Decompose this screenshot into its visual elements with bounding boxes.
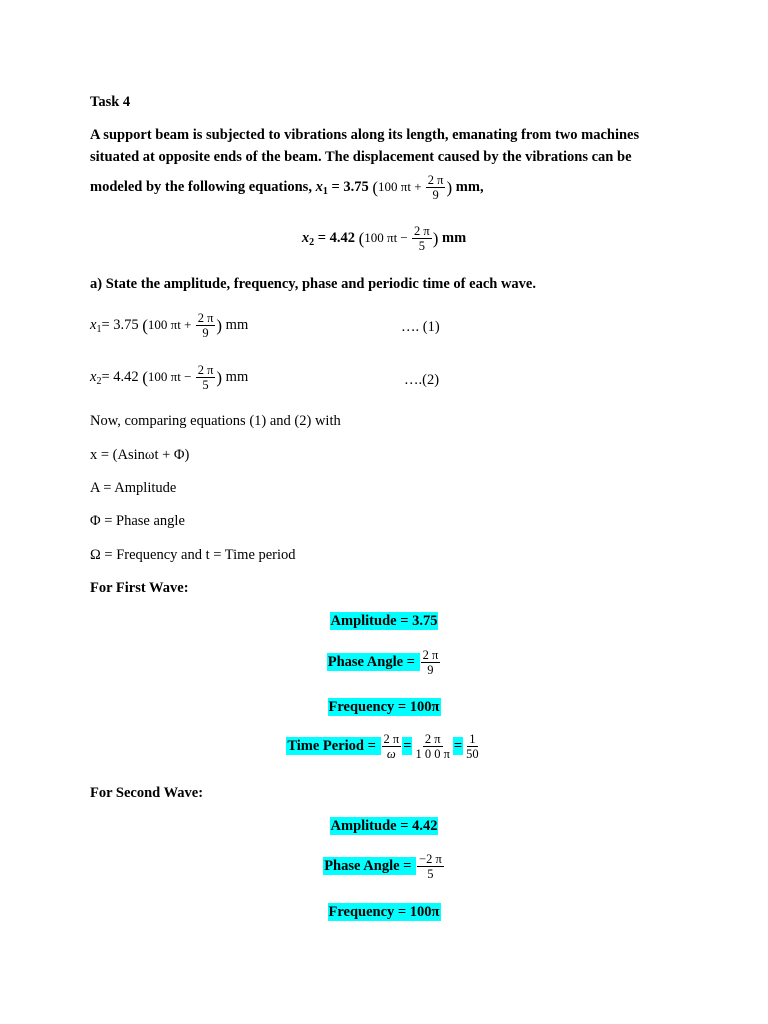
first-frequency: Frequency = 100π	[328, 699, 440, 715]
work-eq1-line: $x_1= 3.75$ (100 πt + $\frac{2 \pi}{9}$ ) mm	[90, 311, 249, 341]
eq1-sub: 1	[322, 186, 328, 198]
second-phase-row	[0, 852, 768, 882]
def-amplitude: A = Amplitude	[90, 480, 177, 496]
eq1-var: x	[315, 179, 323, 196]
eq2-tag: ….(2)	[404, 372, 440, 388]
eq2-var: x	[301, 230, 310, 247]
eq2-coef: = 4.42	[317, 230, 355, 247]
second-amplitude-row	[0, 818, 768, 835]
general-form: x = (Asinωt + Φ)	[90, 447, 190, 463]
work-eq2-line: $x_2= 4.42$ (100 πt − $\frac{2 \pi}{5}$ ) mm	[90, 363, 249, 393]
first-amplitude-row	[0, 613, 768, 630]
second-frequency: Frequency = 100π	[328, 904, 440, 920]
period-fraction-2: $\frac{2 \pi}{1 0 0 \pi}$	[415, 732, 450, 762]
def-frequency: Ω = Frequency and t = Time period	[90, 547, 296, 563]
intro-line-1: A support beam is subjected to vibrations along its length, emanating from two machines	[90, 127, 640, 143]
eq2-sub: 2	[309, 237, 315, 249]
first-frequency-row	[0, 699, 768, 716]
first-period-label: Time Period =	[287, 738, 380, 755]
intro-line-2: situated at opposite ends of the beam. The displacement caused by the vibrations can be	[90, 149, 632, 165]
eq1-tag: …. (1)	[401, 319, 440, 335]
second-wave-heading: For Second Wave:	[90, 785, 204, 801]
period-fraction-1: $\frac{2 \pi}{\omega}$	[383, 732, 400, 762]
period-fraction-3: $\frac{1}{50}$	[466, 732, 479, 762]
eq2-fraction: $\frac{2 \pi}{5}$	[414, 224, 430, 254]
first-period-row	[0, 732, 768, 762]
work-eq2-coef: = 4.42	[101, 369, 139, 386]
intro-line-3-with-eq1: modeled by the following equations, $x_1 = 3.75$ (100 πt + $\frac{2 \pi}{9}$ ) mm,	[90, 173, 484, 203]
eq1-fraction: $\frac{2 \pi}{9}$	[427, 173, 444, 203]
task-title: Task 4	[90, 94, 131, 110]
def-phase: Φ = Phase angle	[90, 513, 185, 529]
work-eq1-coef: = 3.75	[101, 317, 139, 334]
first-phase-fraction: $\frac{2 \pi}{9}$	[422, 648, 439, 678]
eq2-line: $x_2 = 4.42$ (100 πt − $\frac{2 \pi}{5}$ ) mm	[301, 224, 467, 254]
second-amplitude: Amplitude = 4.42	[330, 818, 438, 834]
intro-line-3: modeled by the following equations,	[90, 179, 312, 196]
eq2-inner: 100 πt −	[364, 230, 412, 246]
first-amplitude: Amplitude = 3.75	[330, 613, 438, 629]
second-phase-fraction: $\frac{-2 \pi}{5}$	[419, 852, 442, 882]
eq2-unit: mm	[438, 230, 467, 247]
first-phase-label: Phase Angle =	[327, 654, 419, 671]
eq1-unit: mm,	[452, 179, 484, 196]
eq1-inner: 100 πt +	[378, 179, 425, 195]
question-a: a) State the amplitude, frequency, phase and periodic time of each wave.	[90, 276, 536, 292]
work-eq1-fraction: $\frac{2 \pi}{9}$	[197, 311, 214, 341]
compare-line: Now, comparing equations (1) and (2) with	[90, 413, 341, 429]
work-eq2-fraction: $\frac{2 \pi}{5}$	[197, 363, 214, 393]
first-wave-heading: For First Wave:	[90, 580, 189, 596]
period-equals-2: =	[453, 738, 463, 755]
period-equals-1: =	[403, 738, 412, 755]
first-phase-row	[0, 648, 768, 678]
second-frequency-row	[0, 904, 768, 921]
second-phase-label: Phase Angle =	[324, 858, 416, 875]
eq1-coef: = 3.75	[331, 179, 369, 196]
